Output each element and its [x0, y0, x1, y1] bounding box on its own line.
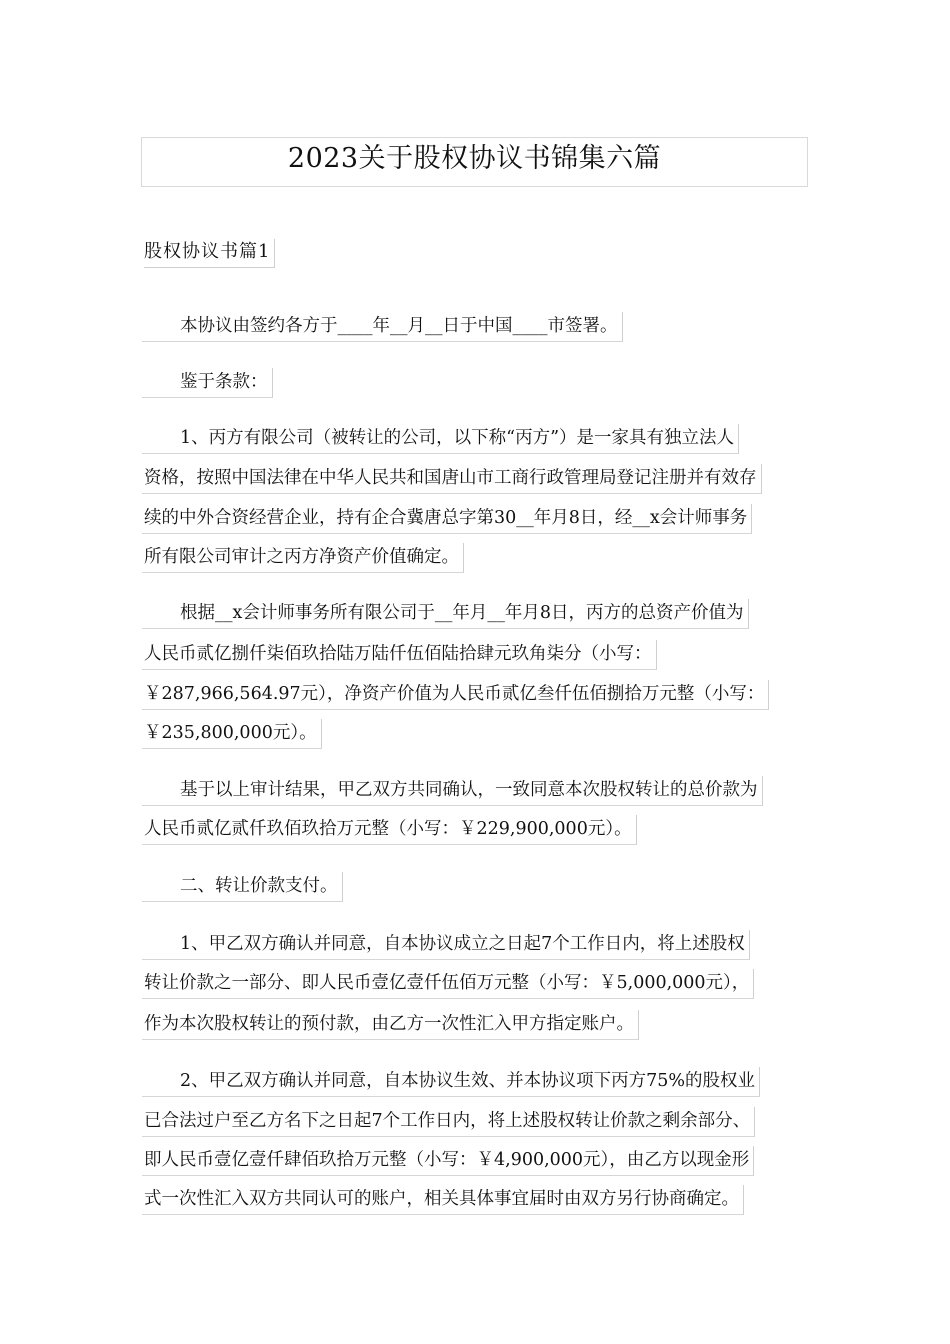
paragraph-line: 2、甲乙双方确认并同意，自本协议生效、并本协议项下丙方75%的股权业 — [142, 1067, 760, 1097]
paragraph-line: 1、甲乙双方确认并同意，自本协议成立之日起7个工作日内，将上述股权 — [142, 930, 750, 960]
paragraph-line: ￥287,966,564.97元），净资产价值为人民币贰亿叁仟伍佰捌拾万元整（小写： — [142, 680, 769, 710]
paragraph-line: 人民币贰亿贰仟玖佰玖拾万元整（小写：￥229,900,000元）。 — [142, 815, 637, 845]
paragraph-line: 本协议由签约各方于____年__月__日于中国____市签署。 — [142, 312, 623, 342]
paragraph-line: 作为本次股权转让的预付款，由乙方一次性汇入甲方指定账户。 — [142, 1010, 639, 1040]
paragraph-line: 1、丙方有限公司（被转让的公司，以下称“丙方”）是一家具有独立法人 — [142, 424, 739, 454]
paragraph-line: 鉴于条款： — [142, 368, 273, 398]
section-heading: 股权协议书篇1 — [144, 239, 275, 268]
paragraph-line: 基于以上审计结果，甲乙双方共同确认，一致同意本次股权转让的总价款为 — [142, 776, 763, 806]
paragraph-line: 资格，按照中国法律在中华人民共和国唐山市工商行政管理局登记注册并有效存 — [142, 464, 762, 494]
paragraph-line: 二、转让价款支付。 — [142, 872, 343, 902]
document-title: 2023关于股权协议书锦集六篇 — [141, 137, 808, 187]
paragraph-line: ￥235,800,000元）。 — [142, 719, 322, 749]
paragraph-line: 人民币贰亿捌仟柒佰玖拾陆万陆仟伍佰陆拾肆元玖角柒分（小写： — [142, 640, 657, 670]
paragraph-line: 式一次性汇入双方共同认可的账户，相关具体事宜届时由双方另行协商确定。 — [142, 1185, 744, 1215]
paragraph-line: 已合法过户至乙方名下之日起7个工作日内，将上述股权转让价款之剩余部分、 — [142, 1107, 755, 1137]
paragraph-line: 转让价款之一部分、即人民币壹亿壹仟伍佰万元整（小写：￥5,000,000元）， — [142, 969, 754, 999]
paragraph-line: 所有限公司审计之丙方净资产价值确定。 — [142, 543, 464, 573]
paragraph-line: 根据__x会计师事务所有限公司于__年月__年月8日，丙方的总资产价值为 — [142, 599, 749, 629]
paragraph-line: 即人民币壹亿壹仟肆佰玖拾万元整（小写：￥4,900,000元），由乙方以现金形 — [142, 1146, 754, 1176]
paragraph-line: 续的中外合资经营企业，持有企合冀唐总字第30__年月8日，经__x会计师事务 — [142, 504, 752, 534]
